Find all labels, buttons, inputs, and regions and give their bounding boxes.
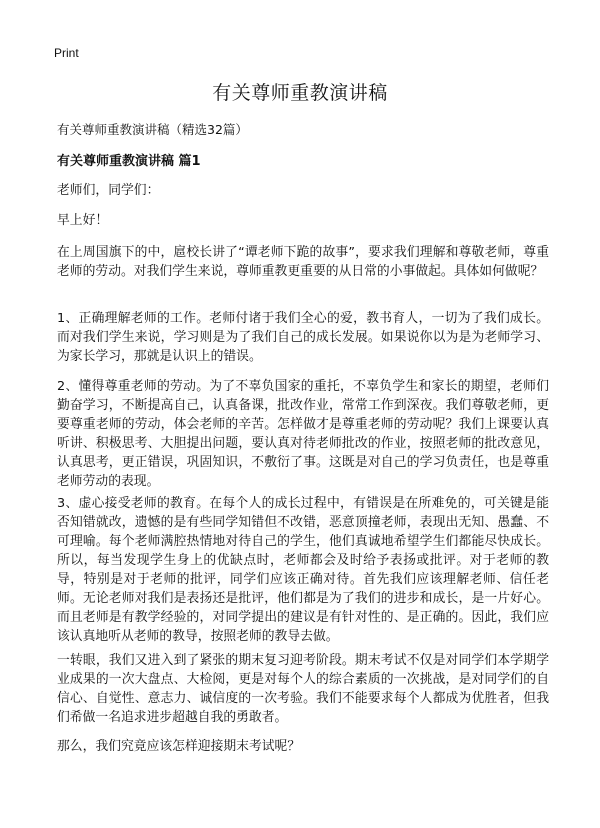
- paragraph-good-morning: 早上好！: [57, 213, 109, 228]
- paragraph-point-2: 2、懂得尊重老师的劳动。为了不辜负国家的重托，不辜负学生和家长的期望，老师们勤奋学习，不断提高自己，认真备课，批改作业，常常工作到深夜。我们尊敬老师，更要尊重老师的劳动，体会老师的辛苦。怎样做才是尊重老师的劳动呢？我们上课要认真听讲、积极思考、大胆提出问题，要认真对待老师批改的作业，按照老师的批改意见，认真思考，更正错误，巩固知识，不敷衍了事。这既是对自己的学习负责任，也是尊重老师劳动的表现。: [57, 379, 549, 489]
- print-link[interactable]: Print: [54, 46, 79, 60]
- page-title: 有关尊师重教演讲稿: [212, 82, 388, 104]
- paragraph-point-3: 3、虚心接受老师的教育。在每个人的成长过程中，有错误是在所难免的，可关键是能否知错就改，遗憾的是有些同学知错但不改错，恶意顶撞老师，表现出无知、愚蠢、不可理喻。每个老师满腔热情地对待自己的学生，他们真诚地希望学生们都能尽快成长。所以，每当发现学生身上的优缺点时，老师都会及时给予表扬或批评。对于老师的教导，特别是对于老师的批评，同学们应该正确对待。首先我们应该理解老师、信任老师。无论老师对我们是表扬还是批评，他们都是为了我们的进步和成长，是一片好心。而且老师是有教学经验的，对同学提出的建议是有针对性的、是正确的。因此，我们应该认真地听从老师的教导，按照老师的教导去做。: [57, 496, 549, 644]
- paragraph-intro: 在上周国旗下的中，扈校长讲了“谭老师下跪的故事”，要求我们理解和尊敬老师，尊重老师的劳动。对我们学生来说，尊师重教更重要的从日常的小事做起。具体如何做呢？: [57, 245, 549, 279]
- paragraph-question: 那么，我们究竟应该怎样迎接期末考试呢？: [57, 739, 301, 754]
- document-subtitle: 有关尊师重教演讲稿（精选32篇）: [57, 122, 248, 137]
- section-heading: 有关尊师重教演讲稿 篇1: [57, 154, 201, 169]
- paragraph-exams: 一转眼，我们又进入到了紧张的期末复习迎考阶段。期末考试不仅是对同学们本学期学业成果的一次大盘点、大检阅，更是对每个人的综合素质的一次挑战，是对同学们的自信心、自觉性、意志力、诚信度的一次考验。我们不能要求每个人都成为优胜者，但我们希做一名追求进步超越自我的勇敢者。: [57, 653, 549, 725]
- paragraph-greeting: 老师们，同学们：: [57, 183, 160, 198]
- paragraph-point-1: 1、正确理解老师的工作。老师付诸于我们全心的爱，教书育人，一切为了我们成长。而对我们学生来说，学习则是为了我们自己的成长发展。如果说你以为是为老师学习、为家长学习，那就是认识上的错误。: [57, 311, 549, 364]
